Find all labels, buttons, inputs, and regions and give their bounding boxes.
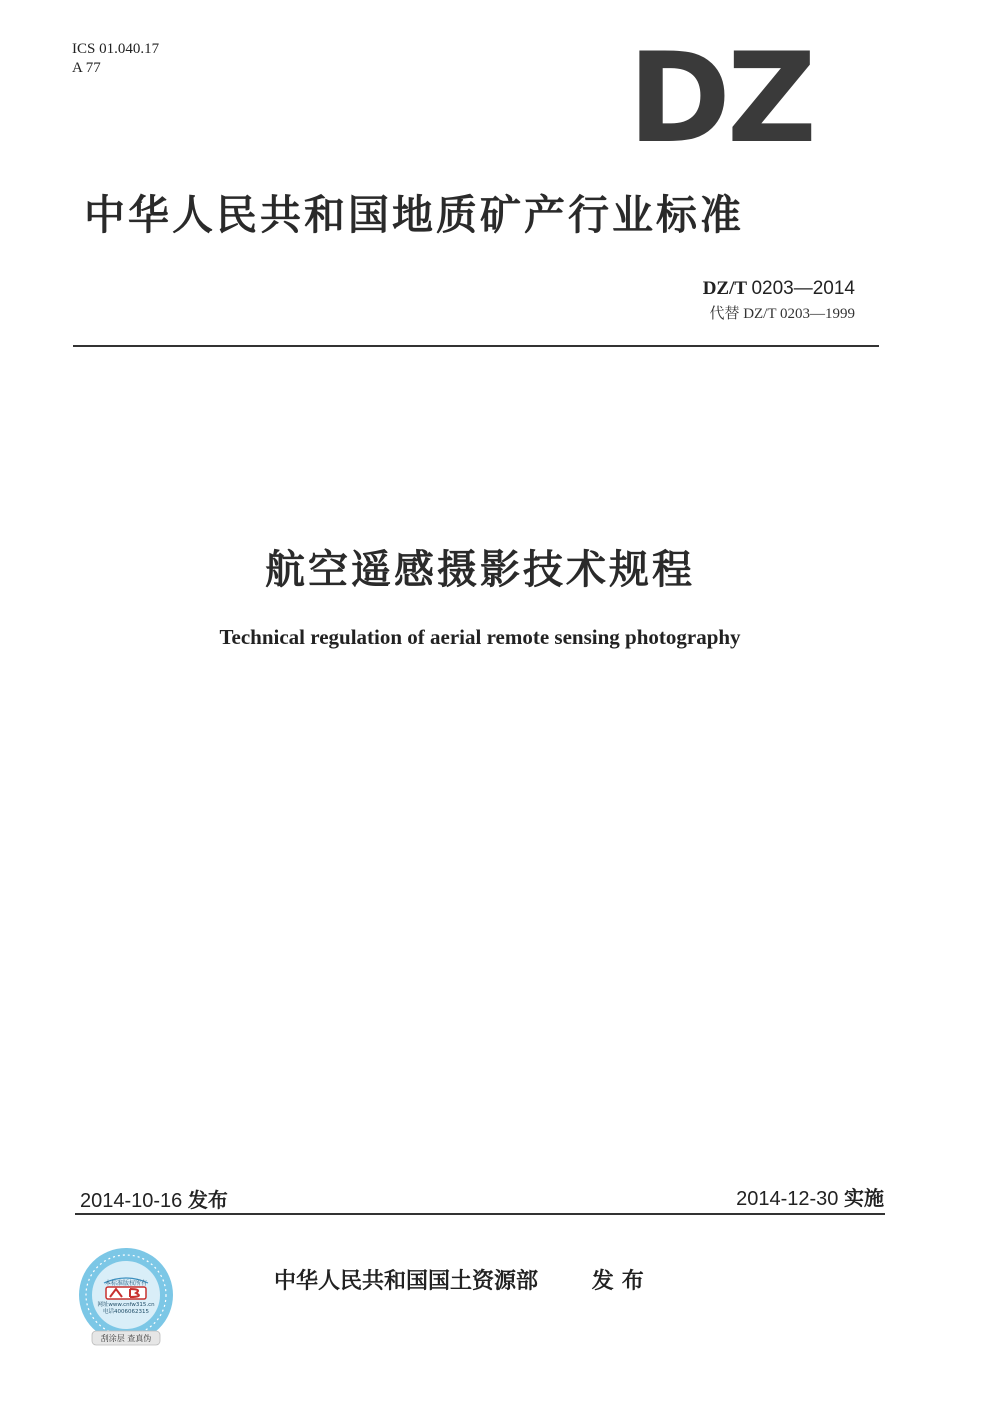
issue-date-value: 2014-10-16 [80, 1190, 183, 1212]
seal-text-top: 本标准版权所有 [104, 1280, 148, 1287]
standard-category-title: 中华人民共和国地质矿产行业标准 [84, 191, 744, 239]
classification-codes [72, 40, 159, 78]
code-prefix: DZ/T [702, 278, 747, 299]
replaces-code: 代替 DZ/T 0203—1999 [709, 306, 855, 322]
implement-date-value: 2014-12-30 [736, 1188, 839, 1210]
anti-counterfeit-seal-icon [74, 1245, 178, 1353]
seal-url: 网址www.cnfw315.cn [97, 1302, 155, 1308]
implement-date-label: 实施 [844, 1186, 884, 1210]
dz-logo: DZ [628, 27, 813, 171]
header-divider [73, 345, 879, 347]
issue-date-label: 发布 [187, 1188, 228, 1212]
implement-date [736, 1182, 884, 1211]
standard-code [703, 278, 855, 300]
document-title-cn: 航空遥感摄影技术规程 [265, 547, 695, 593]
code-number: 0203—2014 [751, 278, 855, 299]
document-title-en: Technical regulation of aerial remote sensing photography [219, 625, 741, 649]
issue-date [80, 1184, 228, 1213]
footer-divider [75, 1213, 885, 1215]
seal-phone: 电话4006062315 [103, 1309, 149, 1315]
publisher-action: 发布 [591, 1269, 652, 1294]
ics-code: ICS 01.040.17 [72, 41, 160, 57]
publisher [274, 1264, 652, 1295]
ccs-code: A 77 [72, 60, 101, 76]
publisher-name: 中华人民共和国国土资源部 [274, 1269, 539, 1294]
standard-code-block [703, 278, 855, 323]
seal-caption: 刮涂层 查真伪 [100, 1334, 152, 1343]
